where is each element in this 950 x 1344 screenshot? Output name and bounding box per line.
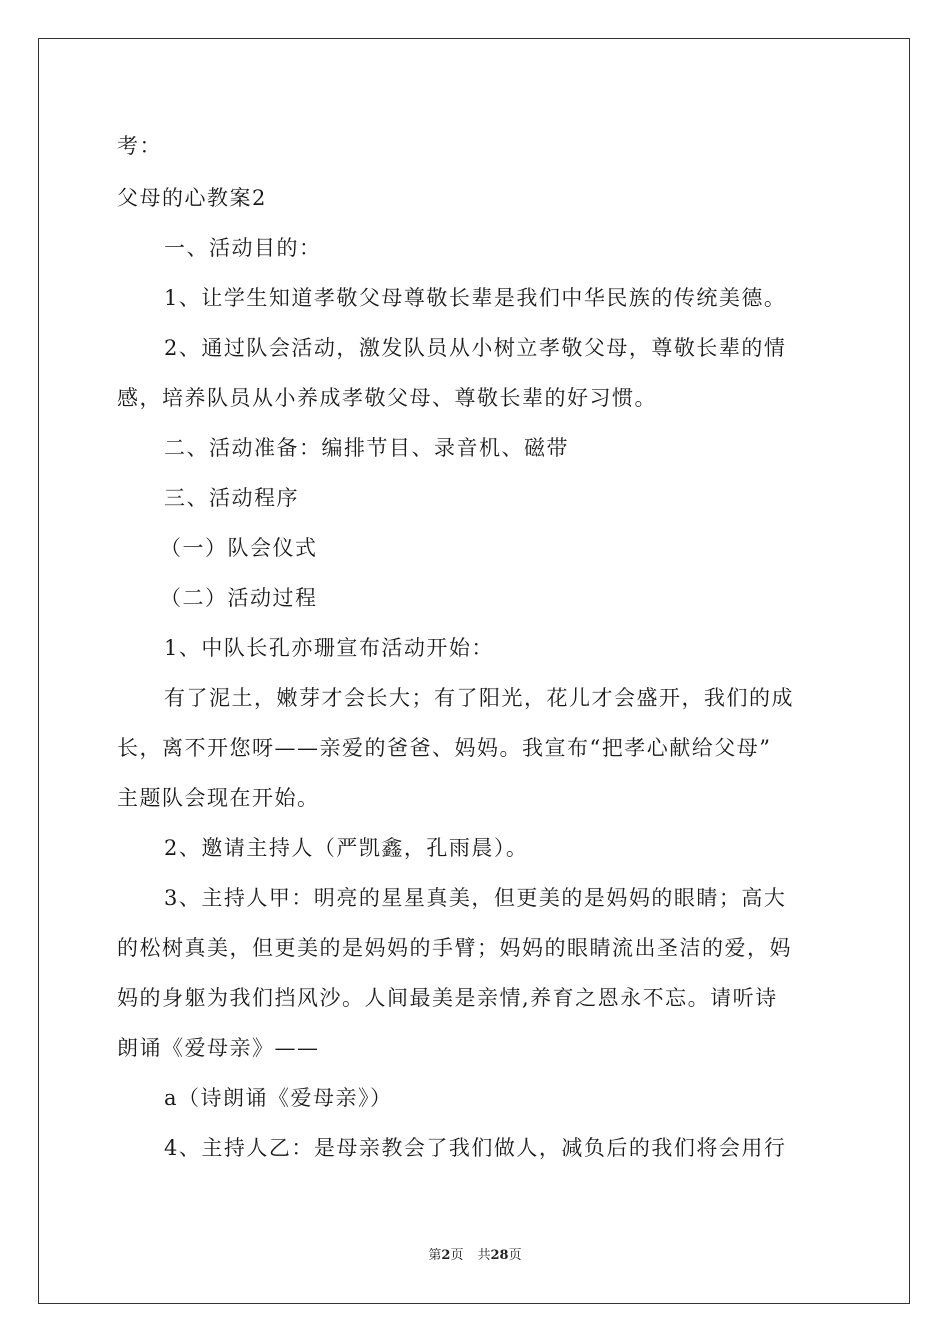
subheading-process: （二）活动过程 — [160, 586, 318, 610]
text-line: 长，离不开您呀——亲爱的爸爸、妈妈。我宣布“把孝心献给父母” — [117, 736, 772, 760]
heading-activity-goal: 一、活动目的： — [164, 236, 322, 260]
text-line: 2、邀请主持人（严凯鑫，孔雨晨）。 — [164, 836, 529, 860]
text-line: 3、主持人甲：明亮的星星真美，但更美的是妈妈的眼睛；高大 — [164, 886, 787, 910]
footer-page-prefix: 第 — [428, 1248, 442, 1263]
footer-total-prefix: 共 — [477, 1248, 491, 1263]
page-footer — [0, 1247, 950, 1265]
text-line: a（诗朗诵《爱母亲》） — [164, 1086, 393, 1110]
text-line: 朗诵《爱母亲》—— — [117, 1036, 320, 1060]
text-line: 1、让学生知道孝敬父母尊敬长辈是我们中华民族的传统美德。 — [164, 286, 787, 310]
text-line: 1、中队长孔亦珊宣布活动开始： — [164, 636, 494, 660]
heading-activity-preparation: 二、活动准备：编排节目、录音机、磁带 — [164, 436, 569, 460]
text-line: 有了泥土，嫩芽才会长大；有了阳光，花儿才会盛开，我们的成 — [164, 686, 794, 710]
heading-activity-procedure: 三、活动程序 — [164, 486, 299, 510]
text-line: 感，培养队员从小养成孝敬父母、尊敬长辈的好习惯。 — [117, 386, 657, 410]
page-border — [38, 38, 910, 1304]
footer-page-suffix: 页 — [450, 1248, 464, 1263]
footer-total-suffix: 页 — [508, 1248, 522, 1263]
footer-page-number: 2 — [441, 1248, 451, 1263]
text-line: 4、主持人乙：是母亲教会了我们做人，减负后的我们将会用行 — [164, 1136, 787, 1160]
footer-total-pages: 28 — [490, 1248, 509, 1263]
text-line: 主题队会现在开始。 — [117, 786, 320, 810]
text-line: 的松树真美，但更美的是妈妈的手臂；妈妈的眼睛流出圣洁的爱，妈 — [117, 936, 792, 960]
section-title: 父母的心教案2 — [117, 186, 267, 210]
text-line: 妈的身躯为我们挡风沙。人间最美是亲情,养育之恩永不忘。请听诗 — [117, 986, 778, 1010]
text-line: 考： — [117, 134, 162, 158]
text-line: 2、通过队会活动，激发队员从小树立孝敬父母，尊敬长辈的情 — [164, 336, 787, 360]
subheading-ceremony: （一）队会仪式 — [160, 536, 318, 560]
